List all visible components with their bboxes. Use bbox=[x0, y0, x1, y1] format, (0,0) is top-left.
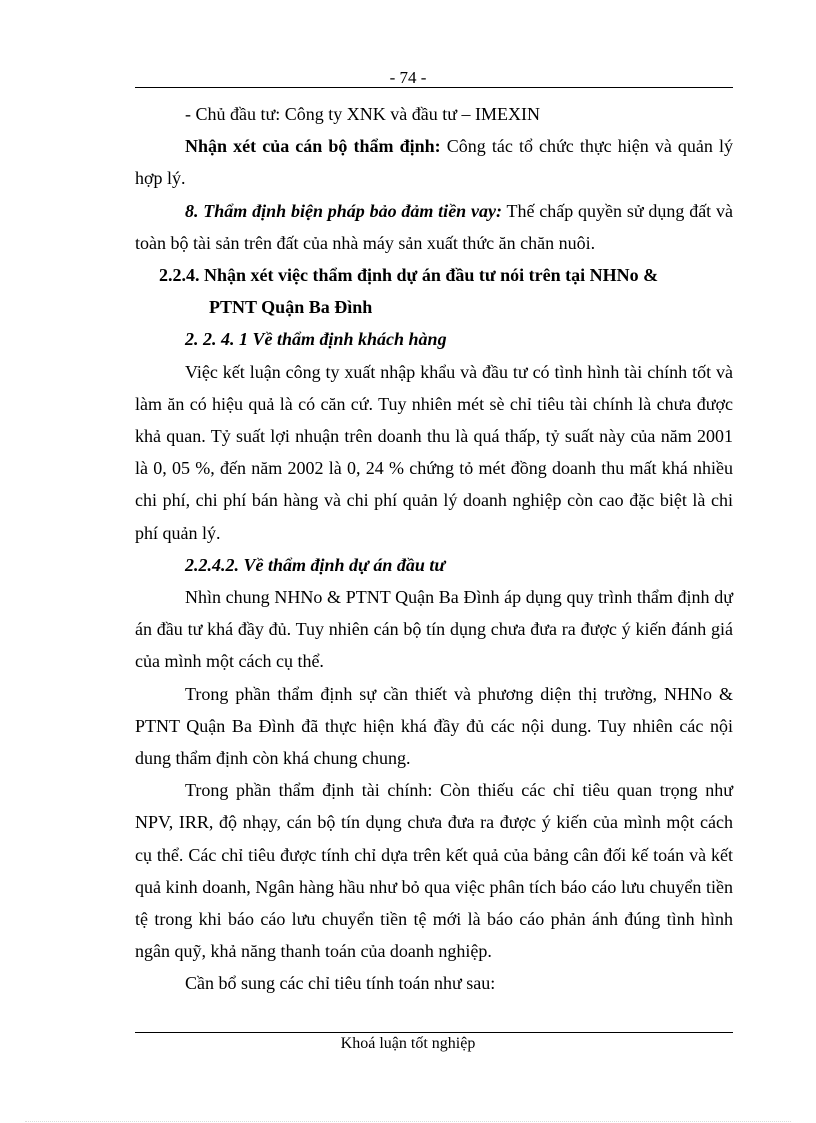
collateral-paragraph bbox=[135, 195, 733, 259]
paragraph-project-2: Trong phần thẩm định sự cần thiết và phương diện thị trường, NHNo & PTNT Quận Ba Đình đã thực hiện khá đầy đủ các nội dung. Tuy nhiên các nội dung thẩm định còn khá chung chung. bbox=[135, 683, 733, 769]
paragraph-customer: Việc kết luận công ty xuất nhập khẩu và đầu tư có tình hình tài chính tốt và làm ăn có hiệu quả là có căn cứ. Tuy nhiên mét sè chỉ tiêu tài chính là chưa được khả quan. Tỷ suất lợi nhuận trên doanh thu là quá thấp, tỷ suất này của năm 2001 là 0, 05 %, đến năm 2002 là 0, 24 % chứng tỏ mét đồng doanh thu mất khá nhiều chi phí, chi phí bán hàng và chi phí quản lý doanh nghiệp còn cao đặc biệt là chi phí quản lý. bbox=[135, 361, 733, 543]
investor-line: - Chủ đầu tư: Công ty XNK và đầu tư – IMEXIN bbox=[185, 104, 540, 124]
review-text: Công tác tổ chức thực hiện và quản lý hợp lý. bbox=[135, 136, 734, 189]
paragraph-project-1: Nhìn chung NHNo & PTNT Quận Ba Đình áp dụng quy trình thẩm định dự án đầu tư khá đầy đủ. Tuy nhiên cán bộ tín dụng chưa đưa ra được ý kiến đánh giá của mình một cách cụ thể. bbox=[135, 587, 733, 672]
review-label: Nhận xét của cán bộ thẩm định: bbox=[185, 136, 441, 157]
subheading-project: 2.2.4.2. Về thẩm định dự án đầu tư bbox=[185, 554, 446, 575]
collateral-label: 8. Thẩm định biện pháp bảo đảm tiền vay: bbox=[185, 200, 502, 221]
paragraph-project-4: Cần bổ sung các chỉ tiêu tính toán như sau: bbox=[185, 973, 496, 994]
paragraph-project-3: Trong phần thẩm định tài chính: Còn thiếu các chỉ tiêu quan trọng như NPV, IRR, độ nhạy, cán bộ tín dụng chưa đưa ra được ý kiến của mình một cách cụ thể. Các chỉ tiêu được tính chỉ dựa trên kết quả của bảng cân đối kế toán và kết quả kinh doanh, Ngân hàng hầu như bỏ qua việc phân tích báo cáo lưu chuyển tiền tệ trong khi báo cáo lưu chuyển tiền tệ mới là báo cáo phản ánh đúng tình hình ngân quỹ, khả năng thanh toán của doanh nghiệp. bbox=[135, 780, 733, 962]
page-edge-divider bbox=[25, 1121, 791, 1122]
page-number: - 74 - bbox=[389, 68, 427, 87]
footer-text: Khoá luận tốt nghiệp bbox=[340, 1035, 476, 1052]
page-content bbox=[135, 98, 733, 1000]
header-rule bbox=[135, 87, 733, 88]
section-heading-line-1: 2.2.4. Nhận xét việc thẩm định dự án đầu tư nói trên tại NHNo & bbox=[159, 265, 659, 286]
collateral-text: Thế chấp quyền sử dụng đất và toàn bộ tài sản trên đất của nhà máy sản xuất thức ăn chăn nuôi. bbox=[135, 200, 733, 253]
section-heading bbox=[135, 259, 733, 323]
subheading-customer: 2. 2. 4. 1 Về thẩm định khách hàng bbox=[185, 329, 447, 350]
review-paragraph bbox=[135, 130, 733, 194]
footer-rule bbox=[135, 1032, 733, 1033]
section-heading-line-2: PTNT Quận Ba Đình bbox=[209, 297, 373, 318]
